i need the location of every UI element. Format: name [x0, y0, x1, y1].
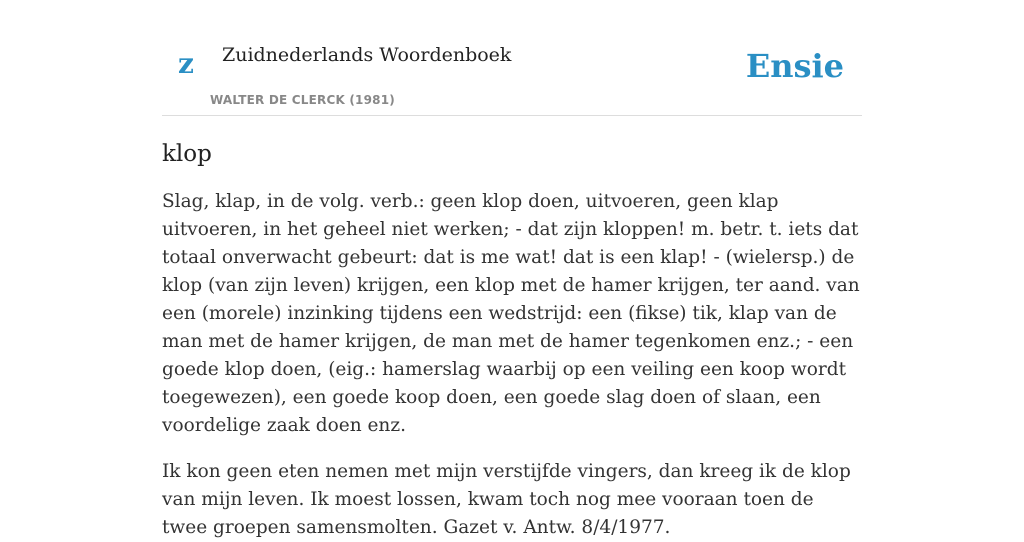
dictionary-logo[interactable]: z [178, 47, 194, 80]
dictionary-title[interactable]: Zuidnederlands Woordenboek [222, 44, 512, 66]
entry-title: klop [162, 141, 212, 167]
entry-definition-paragraph: Slag, klap, in de volg. verb.: geen klop doen, uitvoeren, geen klap uitvoeren, in het geheel niet werken; - dat zijn kloppen! m. betr. t. iets dat totaal onverwacht gebeurt: dat is me wat! dat is een klap! - (wielersp.) de klop (van zijn leven) krijgen, een klop met de hamer krijgen, ter aand. van een (morele) inzinking tijdens een wedstrijd: een (fikse) tik, klap van de man met de hamer krijgen, de man met de hamer tegenkomen enz.; - een goede klop doen, (eig.: hamerslag waarbij op een veiling een koop wordt toegewezen), een goede koop doen, een goede slag doen of slaan, een voordelige zaak doen enz. [162, 190, 860, 436]
ensie-logo-link[interactable]: Ensie [745, 47, 844, 85]
page [162, 0, 862, 542]
entry-body [162, 188, 862, 542]
dictionary-author: WALTER DE CLERCK (1981) [210, 93, 395, 107]
entry-example-paragraph: Ik kon geen eten nemen met mijn verstijfde vingers, dan kreeg ik de klop van mijn leven. Ik moest lossen, kwam toch nog mee vooraan toen de twee groepen samensmolten. Gazet v. Antw. 8/4/1977. [162, 460, 851, 538]
dictionary-header [162, 0, 862, 116]
